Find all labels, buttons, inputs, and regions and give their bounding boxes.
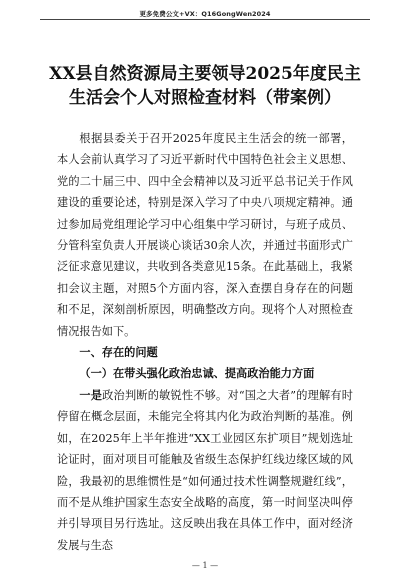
subsection-heading: （一）在带头强化政治忠诚、提高政治能力方面 [79,366,315,381]
point-lead: 一是 [79,388,103,402]
header-divider [40,19,370,20]
intro-paragraph: 根据县委关于召开2025年度民主生活会的统一部署，本人会前认真学习了习近平新时代中国特色社会主义思想、党的二十届三中、四中全会精神以及习近平总书记关于作风建设的重要论述，特别是深入学习了中央八项规定精神。通过参加局党组理论学习中心组集中学习研讨，与班子成员、分管科室负责人开展谈心谈话30余人次，并通过书面形式广泛征求意见建议，共收到各类意见15条。在此基础上，我紧扣会议主题，对照5个方面内容，深入查摆自身存在的问题和不足，深刻剖析原因，明确整改方向。现将个人对照检查情况报告如下。 [57,132,353,338]
point-text: 政治判断的敏锐性不够。对“国之大者”的理解有时停留在概念层面，未能完全将其内化为政治判断的基准。例如，在2025年上半年推进“XX工业园区东扩项目”规划选址论证时，面对项目可能触及省级生态保护红线边缘区域的风险，我最初的思维惯性是“如何通过技术性调整规避红线”，而不是从维护国家生态安全战略的高度，第一时间坚决叫停并引导项目另行选址。这反映出我在具体工作中，面对经济发展与生态 [57,388,353,552]
section-heading: 一、存在的问题 [79,346,158,360]
page-number: — 1 — [191,561,219,570]
point-paragraph [57,385,353,556]
header-note: 更多免费公文+VX：Q16GongWen2024 [139,10,271,18]
document-body [57,128,353,556]
document-title: XX县自然资源局主要领导2025年度民主生活会个人对照检查材料（带案例） [49,64,361,108]
